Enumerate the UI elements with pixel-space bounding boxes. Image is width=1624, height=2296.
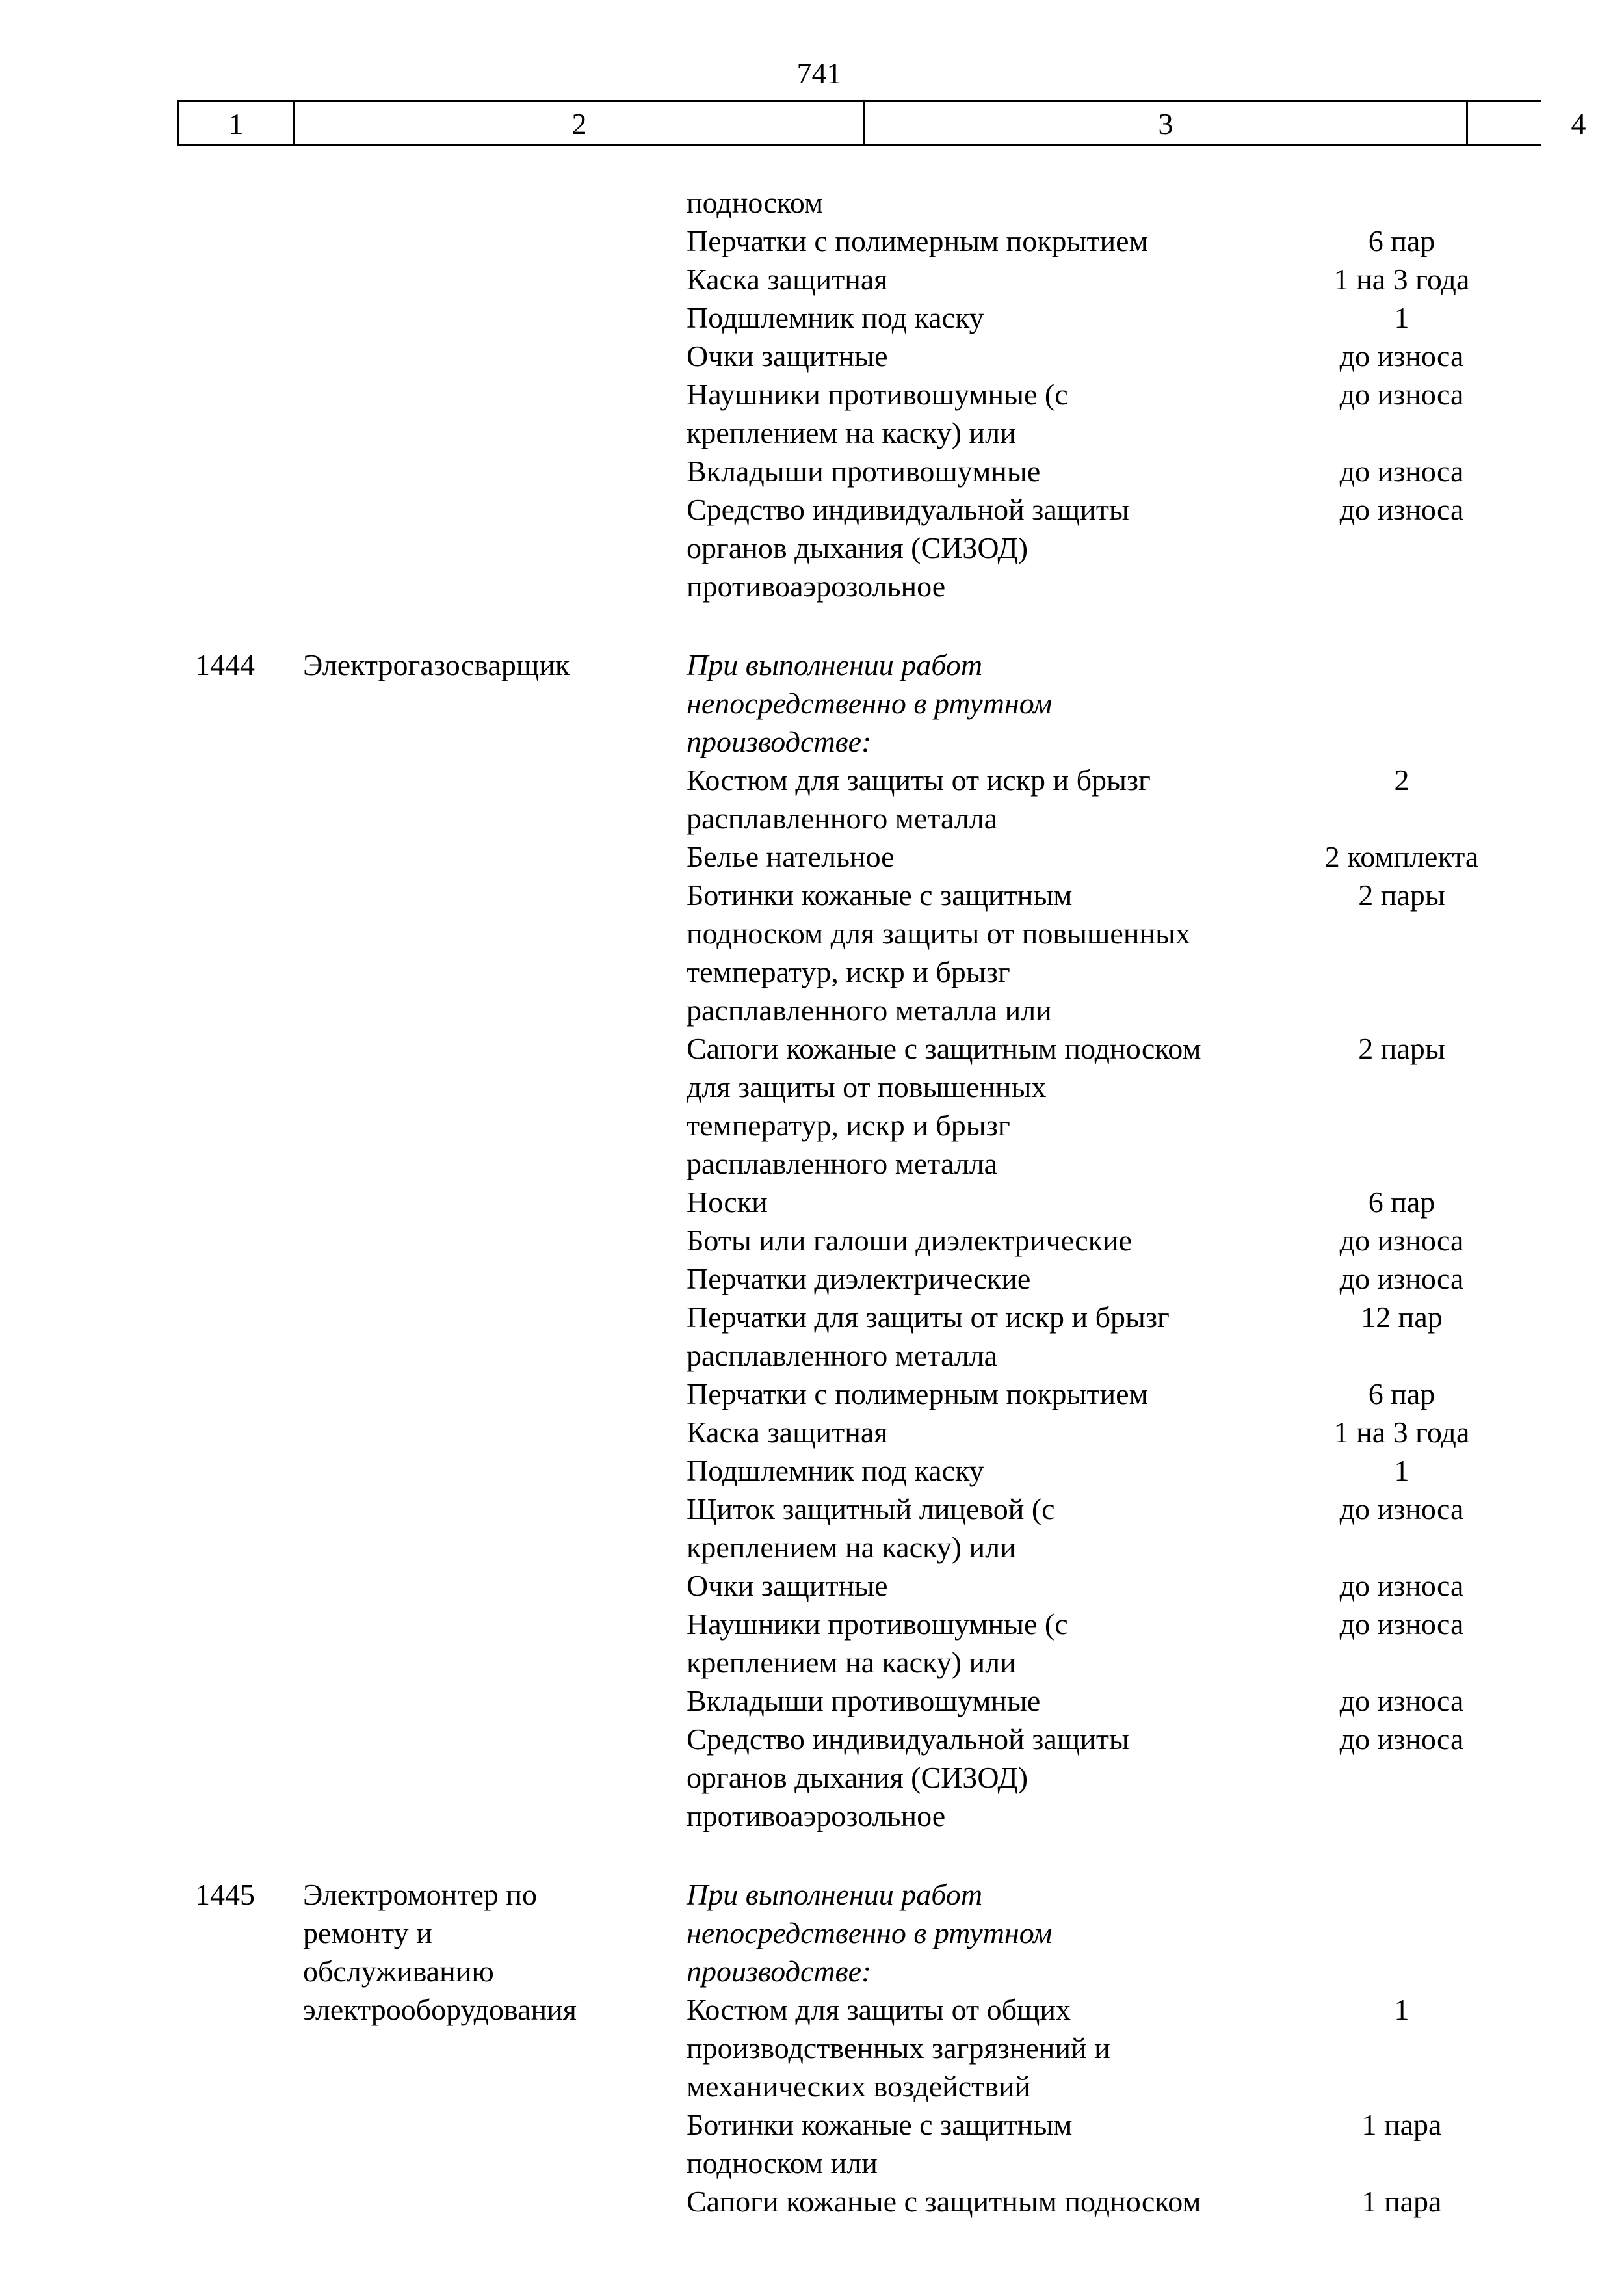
issue-norm: 1 на 3 года bbox=[1333, 1416, 1470, 1449]
issue-norm: до износа bbox=[1339, 1569, 1464, 1602]
item-text-line: противоаэрозольное bbox=[687, 1799, 946, 1832]
condition-line: При выполнении работ bbox=[687, 1878, 983, 1911]
list-item bbox=[687, 1375, 1435, 1413]
list-item bbox=[687, 1875, 1298, 1990]
issue-norm: 2 пары bbox=[1358, 1032, 1445, 1065]
issue-norm: 1 пара bbox=[1361, 2108, 1442, 2141]
header-col-2: 2 bbox=[571, 107, 587, 140]
list-item bbox=[687, 298, 1409, 337]
item-text-line: Щиток защитный лицевой (с bbox=[687, 1492, 1055, 1525]
issue-norm: 1 bbox=[1394, 301, 1409, 334]
issue-norm: 6 пар bbox=[1368, 224, 1435, 257]
item-text-line: Средство индивидуальной защиты bbox=[687, 1722, 1129, 1756]
item-text-line: Наушники противошумные (с bbox=[687, 1607, 1068, 1641]
list-item bbox=[687, 1221, 1464, 1260]
list-item bbox=[687, 1451, 1409, 1490]
item-text-line: Наушники противошумные (с bbox=[687, 378, 1068, 411]
list-item bbox=[687, 646, 1298, 761]
issue-norm: 6 пар bbox=[1368, 1377, 1435, 1410]
item-text-line: Очки защитные bbox=[687, 1569, 888, 1602]
list-item bbox=[687, 1682, 1464, 1720]
list-item bbox=[687, 1260, 1464, 1298]
entry-gap bbox=[0, 1835, 1624, 1875]
list-item bbox=[687, 1490, 1464, 1566]
profession-line: Электрогазосварщик bbox=[303, 648, 570, 681]
profession-name bbox=[303, 1875, 667, 2029]
issue-norm: до износа bbox=[1339, 1722, 1464, 1756]
item-text-line: подноском или bbox=[687, 2146, 878, 2180]
list-item bbox=[687, 2182, 1442, 2221]
item-text-line: расплавленного металла bbox=[687, 1339, 998, 1372]
list-item bbox=[687, 1990, 1409, 2105]
issue-norm: до износа bbox=[1339, 339, 1464, 373]
item-text-line: Сапоги кожаные с защитным подноском bbox=[687, 2185, 1201, 2218]
item-text-line: креплением на каску) или bbox=[687, 416, 1016, 449]
header-col-1: 1 bbox=[177, 102, 295, 144]
item-text-line: расплавленного металла bbox=[687, 802, 998, 835]
issue-norm: до износа bbox=[1339, 1262, 1464, 1295]
profession-name bbox=[303, 646, 667, 684]
issue-norm: до износа bbox=[1339, 1224, 1464, 1257]
list-item bbox=[687, 260, 1470, 298]
condition-line: непосредственно в ртутном bbox=[687, 1916, 1053, 1949]
item-text-line: Ботинки кожаные с защитным bbox=[687, 878, 1073, 912]
issue-norm: 1 на 3 года bbox=[1333, 263, 1470, 296]
list-item bbox=[687, 1298, 1443, 1375]
ppe-list bbox=[687, 1875, 1442, 2221]
entry-number: 1445 bbox=[195, 1878, 255, 1911]
item-text-line: Костюм для защиты от искр и брызг bbox=[687, 763, 1151, 797]
item-text-line: Подшлемник под каску bbox=[687, 301, 984, 334]
item-text-line: Ботинки кожаные с защитным bbox=[687, 2108, 1073, 2141]
issue-norm: до износа bbox=[1339, 455, 1464, 488]
item-text-line: Белье нательное bbox=[687, 840, 895, 873]
list-item bbox=[687, 838, 1479, 876]
issue-norm: 12 пар bbox=[1361, 1300, 1443, 1334]
item-text-line: Вкладыши противошумные bbox=[687, 455, 1041, 488]
item-text-line: креплением на каску) или bbox=[687, 1531, 1016, 1564]
list-item bbox=[687, 1413, 1470, 1451]
item-text-line: Носки bbox=[687, 1185, 768, 1219]
item-text-line: креплением на каску) или bbox=[687, 1646, 1016, 1679]
list-item bbox=[687, 1720, 1464, 1835]
item-text-line: Перчатки диэлектрические bbox=[687, 1262, 1031, 1295]
item-text-line: температур, искр и брызг bbox=[687, 1109, 1010, 1142]
list-item bbox=[687, 876, 1445, 1029]
header-col-3: 3 bbox=[863, 102, 1468, 144]
profession-line: Электромонтер по bbox=[303, 1878, 538, 1911]
list-item bbox=[687, 1605, 1464, 1682]
item-text-line: производственных загрязнений и bbox=[687, 2031, 1110, 2065]
item-text-line: механических воздействий bbox=[687, 2070, 1031, 2103]
issue-norm: 6 пар bbox=[1368, 1185, 1435, 1219]
profession-line: электрооборудования bbox=[303, 1993, 577, 2026]
item-text-line: Сапоги кожаные с защитным подноском bbox=[687, 1032, 1201, 1065]
item-text-line: Перчатки с полимерным покрытием bbox=[687, 224, 1148, 257]
item-text-line: Перчатки с полимерным покрытием bbox=[687, 1377, 1148, 1410]
issue-norm: до износа bbox=[1339, 1492, 1464, 1525]
table-body bbox=[0, 183, 1624, 2221]
item-text-line: Каска защитная bbox=[687, 1416, 888, 1449]
item-text-line: органов дыхания (СИЗОД) bbox=[687, 1761, 1028, 1794]
issue-norm: 1 bbox=[1394, 1454, 1409, 1487]
issue-norm: 1 bbox=[1394, 1993, 1409, 2026]
item-text-line: подноском bbox=[687, 186, 824, 219]
condition-line: При выполнении работ bbox=[687, 648, 983, 681]
issue-norm: до износа bbox=[1339, 378, 1464, 411]
item-text-line: Перчатки для защиты от искр и брызг bbox=[687, 1300, 1170, 1334]
issue-norm: 2 bbox=[1394, 763, 1409, 797]
item-text-line: температур, искр и брызг bbox=[687, 955, 1010, 988]
list-item bbox=[687, 452, 1464, 490]
entry-number: 1444 bbox=[195, 648, 255, 681]
list-item bbox=[687, 1566, 1464, 1605]
table-header bbox=[177, 100, 1586, 146]
table-row bbox=[0, 646, 1624, 1835]
ppe-list bbox=[687, 183, 1470, 605]
issue-norm: 2 комплекта bbox=[1324, 840, 1479, 873]
entry-gap bbox=[0, 605, 1624, 646]
list-item bbox=[687, 375, 1464, 452]
list-item bbox=[687, 761, 1409, 838]
issue-norm: до износа bbox=[1339, 1684, 1464, 1717]
item-text-line: Подшлемник под каску bbox=[687, 1454, 984, 1487]
item-text-line: расплавленного металла bbox=[687, 1147, 998, 1180]
ppe-list bbox=[687, 646, 1479, 1835]
list-item bbox=[687, 490, 1464, 605]
condition-line: непосредственно в ртутном bbox=[687, 687, 1053, 720]
item-text-line: Боты или галоши диэлектрические bbox=[687, 1224, 1133, 1257]
item-text-line: органов дыхания (СИЗОД) bbox=[687, 531, 1028, 564]
profession-line: обслуживанию bbox=[303, 1955, 494, 1988]
issue-norm: до износа bbox=[1339, 1607, 1464, 1641]
issue-norm: 1 пара bbox=[1361, 2185, 1442, 2218]
item-text-line: Очки защитные bbox=[687, 339, 888, 373]
item-text-line: расплавленного металла или bbox=[687, 994, 1052, 1027]
issue-norm: до износа bbox=[1339, 493, 1464, 526]
condition-line: производстве: bbox=[687, 1955, 872, 1988]
item-text-line: подноском для защиты от повышенных bbox=[687, 917, 1190, 950]
list-item bbox=[687, 1183, 1435, 1221]
item-text-line: Каска защитная bbox=[687, 263, 888, 296]
item-text-line: противоаэрозольное bbox=[687, 570, 946, 603]
header-col-4: 4 bbox=[1571, 107, 1586, 140]
condition-line: производстве: bbox=[687, 725, 872, 758]
list-item bbox=[687, 2105, 1442, 2182]
item-text-line: Вкладыши противошумные bbox=[687, 1684, 1041, 1717]
list-item bbox=[687, 1029, 1445, 1183]
list-item bbox=[687, 183, 1298, 222]
table-row bbox=[0, 1875, 1624, 2221]
list-item bbox=[687, 222, 1435, 260]
issue-norm: 2 пары bbox=[1358, 878, 1445, 912]
list-item bbox=[687, 337, 1464, 375]
table-row bbox=[0, 183, 1624, 605]
item-text-line: для защиты от повышенных bbox=[687, 1070, 1047, 1103]
profession-line: ремонту и bbox=[303, 1916, 432, 1949]
item-text-line: Костюм для защиты от общих bbox=[687, 1993, 1071, 2026]
item-text-line: Средство индивидуальной защиты bbox=[687, 493, 1129, 526]
page-number: 741 bbox=[796, 57, 842, 90]
